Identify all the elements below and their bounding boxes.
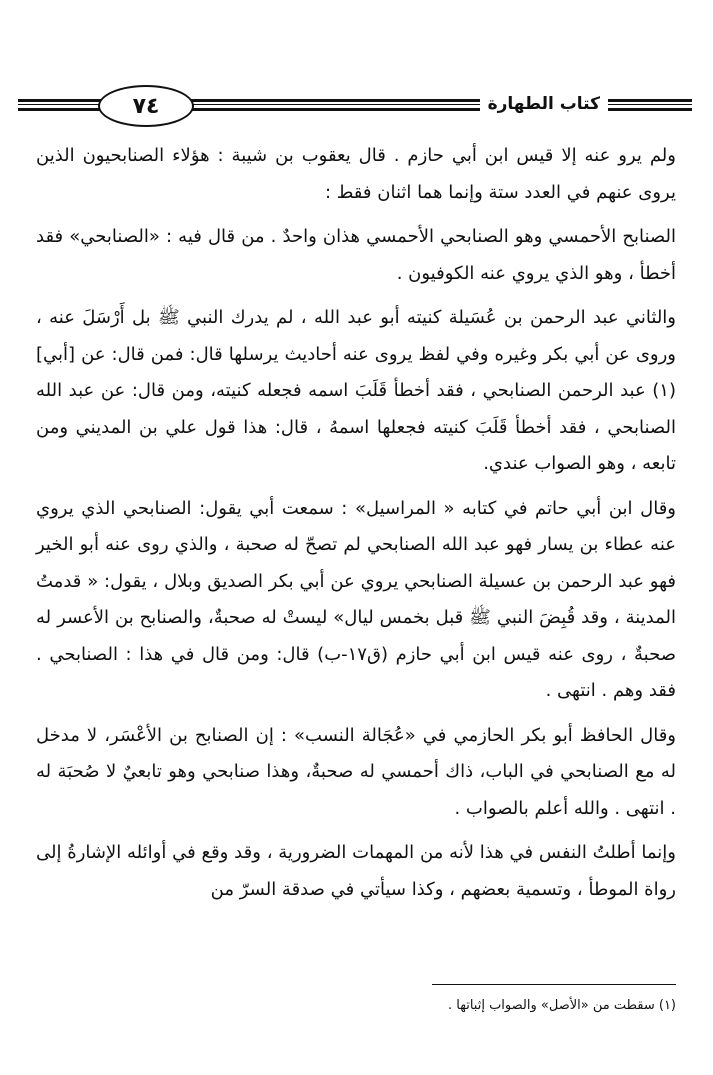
chapter-title: كتاب الطهارة bbox=[480, 86, 608, 122]
paragraph: والثاني عبد الرحمن بن عُسَيلة كنيته أبو عبد الله ، لم يدرك النبي ﷺ بل أَرْسَلَ عنه ، وروى عن أبي بكر وغيره وفي لفظ يروى عنه أحاديث يرسلها قال: فمن قال: عن [أبي](١) عبد الرحمن الصنابحي ، فقد أخطأ قَلَبَ اسمه فجعله كنيته، ومن قال: عن عبد الله الصنابحي ، فقد أخطأ قَلَبَ كنيته فجعلها اسمهُ ، قال: هذا قول علي بن المديني ومن تابعه ، وهو الصواب عندي. bbox=[36, 307, 676, 474]
paragraph: وإنما أطلتُ النفس في هذا لأنه من المهمات الضرورية ، وقد وقع في أوائله الإشارةُ إلى رواة الموطأ ، وتسمية بعضهم ، وكذا سيأتي في صدقة السرّ من bbox=[36, 842, 676, 900]
paragraph: وقال الحافظ أبو بكر الحازمي في «عُجَالة النسب» : إن الصنابح بن الأعْسَر، لا مدخل له مع الصنابحي في الباب، ذاك أحمسي له صحبةٌ، وهذا صنابحي وهو تابعيٌ لا صُحبَة له . انتهى . والله أعلم بالصواب . bbox=[36, 724, 676, 819]
main-text bbox=[36, 138, 676, 916]
paragraph: الصنابح الأحمسي وهو الصنابحي الأحمسي هذان واحدٌ . من قال فيه : «الصنابحي» فقد أخطأ ، وهو الذي يروي عنه الكوفيون . bbox=[36, 226, 676, 284]
page-header bbox=[18, 82, 692, 132]
paragraph: وقال ابن أبي حاتم في كتابه « المراسيل» : سمعت أبي يقول: الصنابحي الذي يروي عنه عطاء بن يسار فهو عبد الله الصنابحي لم تصحّ له صحبة ، والذي روى عنه أبو الخير فهو عبد الرحمن بن عسيلة الصنابحي يروي عن أبي بكر الصديق وبلال ، يقول: « قدمتُ المدينة ، وقد قُبِضَ النبي ﷺ قبل بخمس ليال» ليستْ له صحبةٌ، والصنابح بن الأعسر له صحبةٌ ، روى عنه قيس ابن أبي حازم (ق١٧-ب) قال: ومن قال في هذا : الصنابحي . فقد وهم . انتهى . bbox=[36, 497, 676, 701]
paragraph: ولم يرو عنه إلا قيس ابن أبي حازم . قال يعقوب بن شيبة : هؤلاء الصنابحيون الذين يروى عنهم في العدد ستة وإنما هما اثنان فقط : bbox=[36, 145, 676, 203]
page-number: ٧٤ bbox=[98, 85, 194, 127]
footnote-separator bbox=[432, 984, 676, 985]
footnote: (١) سقطت من «الأصل» والصواب إثباتها . bbox=[447, 998, 676, 1013]
